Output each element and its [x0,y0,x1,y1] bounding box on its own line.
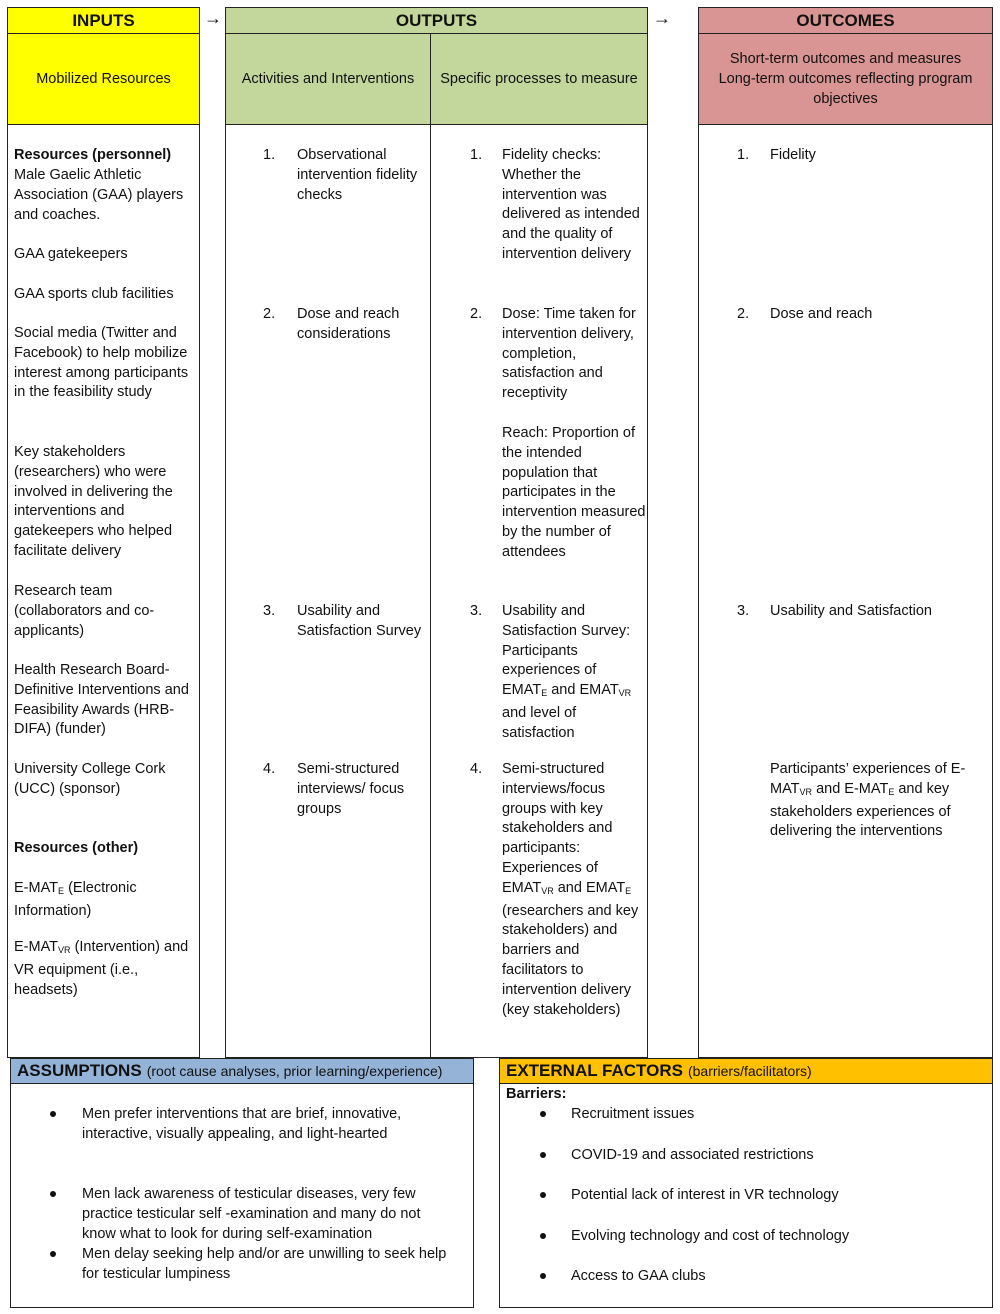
barrier-item-5: Access to GAA clubs [571,1268,706,1284]
process-1-text: Fidelity checks: Whether the intervention was delivered as intended and the quality of intervention delivery [502,147,640,262]
processes-subheader-label: Specific processes to measure [440,71,638,87]
outcome-4-sub-2: E [888,786,895,797]
activities-subheader-label: Activities and Interventions [241,71,415,87]
process-2-number: 2. [470,306,483,322]
outcome-4-text [770,760,975,842]
outcomes-subheader-line1: Short-term outcomes and measures [729,51,962,67]
activity-4-text: Semi-structured interviews/ focus groups [297,761,405,817]
input-gatekeepers: GAA gatekeepers [14,246,128,262]
emat-e-suffix: (Electronic Information) [14,880,137,919]
input-emat-e [14,879,199,922]
assumptions-title: ASSUMPTIONS [17,1061,142,1080]
external-subtitle: (barriers/facilitators) [687,1063,812,1079]
assumption-item-2: Men lack awareness of testicular diseases, very few practice testicular self -examination and many do not know what to look for during self-examination [82,1186,421,1242]
outcomes-subheader-line2: Long-term outcomes reflecting program objectives [718,71,973,107]
assumption-item-1: Men prefer interventions that are brief, innovative, interactive, visually appealing, and light-hearted [82,1106,402,1142]
inputs-header-label: INPUTS [72,10,135,30]
outcome-4-part-c: and key stakeholders experiences of delivering the interventions [770,780,951,840]
outcomes-subheader [698,33,993,125]
process-3-part-c: and level of satisfaction [502,704,577,741]
assumption-bullet-2 [50,1191,56,1197]
process-4-number: 4. [470,761,483,777]
input-research-team: Research team (collaborators and co-applicants) [14,583,155,639]
input-emat-vr [14,938,199,1000]
external-header [499,1058,993,1084]
process-4-text [502,760,642,1020]
external-title: EXTERNAL FACTORS [506,1061,683,1080]
process-2-dose: Dose: Time taken for intervention delivery, completion, satisfaction and receptivity [502,306,636,402]
outcome-3-text: Usability and Satisfaction [770,603,932,619]
barrier-bullet-2 [540,1152,546,1158]
assumption-bullet-3 [50,1251,56,1257]
input-social-media: Social media (Twitter and Facebook) to help mobilize interest among participants in the feasibility study [14,325,189,401]
inputs-subheader [7,33,200,125]
outcome-2-number: 2. [737,306,750,322]
outcome-4-part-a: Participants’ experiences of E-MAT [770,761,966,797]
process-3-text [502,602,642,744]
emat-vr-suffix: (Intervention) and VR equipment (i.e., headsets) [14,939,189,998]
activity-1-text: Observational intervention fidelity checks [297,147,418,203]
process-3-sub-1: E [541,688,548,699]
outcomes-header [698,7,993,34]
outcome-1-text: Fidelity [770,147,816,163]
inputs-subheader-label: Mobilized Resources [36,71,171,87]
input-stakeholders: Key stakeholders (researchers) who were involved in delivering the interventions and gatekeepers who helped facilitate delivery [14,444,173,559]
outcome-4-sub-1: VR [799,786,813,797]
barrier-item-3: Potential lack of interest in VR technology [571,1187,839,1203]
outcome-3-number: 3. [737,603,750,619]
activity-2-number: 2. [263,306,276,322]
process-2-reach: Reach: Proportion of the intended population that participates in the intervention measured by the number of attendees [502,425,646,560]
barrier-item-1: Recruitment issues [571,1106,695,1122]
activity-2-text: Dose and reach considerations [297,306,400,342]
outcomes-body [698,124,993,1058]
activity-3-number: 3. [263,603,276,619]
process-1-number: 1. [470,147,483,163]
process-4-part-b: and EMAT [553,879,626,896]
process-3-number: 3. [470,603,483,619]
barrier-item-2: COVID-19 and associated restrictions [571,1147,814,1163]
emat-vr-sub: VR [58,945,71,955]
outcomes-header-label: OUTCOMES [796,10,895,30]
assumptions-header [10,1058,474,1084]
barrier-item-4: Evolving technology and cost of technology [571,1228,850,1244]
process-4-part-c: (researchers and key stakeholders) and barriers and facilitators to intervention delivery (key stakeholders) [502,902,639,1018]
assumptions-subtitle: (root cause analyses, prior learning/experience) [146,1063,443,1079]
activity-1-number: 1. [263,147,276,163]
activity-3-text: Usability and Satisfaction Survey [297,603,422,639]
input-facilities: GAA sports club facilities [14,286,174,302]
processes-subheader [430,33,648,125]
activities-subheader [225,33,431,125]
outcome-2-text: Dose and reach [770,306,873,322]
outcome-1-number: 1. [737,147,750,163]
process-3-part-a: Usability and Satisfaction Survey: Participants experiences of EMAT [502,603,631,699]
outcome-4-part-b: and E-MAT [812,780,889,797]
barrier-bullet-5 [540,1273,546,1279]
process-3-sub-2: VR [618,688,632,699]
barrier-bullet-1 [540,1111,546,1117]
other-title: Resources (other) [14,840,139,856]
input-ucc: University College Cork (UCC) (sponsor) [14,761,166,797]
input-hrb: Health Research Board-Definitive Interventions and Feasibility Awards (HRB-DIFA) (funder) [14,662,189,738]
assumption-bullet-1 [50,1111,56,1117]
emat-e-sub: E [58,886,65,896]
assumption-item-3: Men delay seeking help and/or are unwilling to seek help for testicular lumpiness [82,1246,447,1282]
inputs-header [7,7,200,34]
outputs-header [225,7,648,34]
activities-body [225,124,431,1058]
emat-vr-prefix: E-MAT [14,939,59,955]
personnel-title: Resources (personnel) [14,147,172,163]
barrier-bullet-3 [540,1192,546,1198]
arrow-inputs-outputs: → [204,8,222,28]
process-4-sub-2: E [625,885,632,896]
emat-e-prefix: E-MAT [14,880,59,896]
barrier-bullet-4 [540,1233,546,1239]
outputs-header-label: OUTPUTS [395,10,478,30]
arrow-outputs-outcomes: → [653,8,671,28]
activity-4-number: 4. [263,761,276,777]
process-4-sub-1: VR [541,885,554,896]
barriers-label: Barriers: [506,1086,567,1102]
process-3-part-b: and EMAT [547,682,619,699]
input-gaa-players: Male Gaelic Athletic Association (GAA) players and coaches. [14,167,184,223]
process-4-part-a: Semi-structured interviews/focus groups with key stakeholders and participants: Experiences of EMAT [502,761,613,896]
